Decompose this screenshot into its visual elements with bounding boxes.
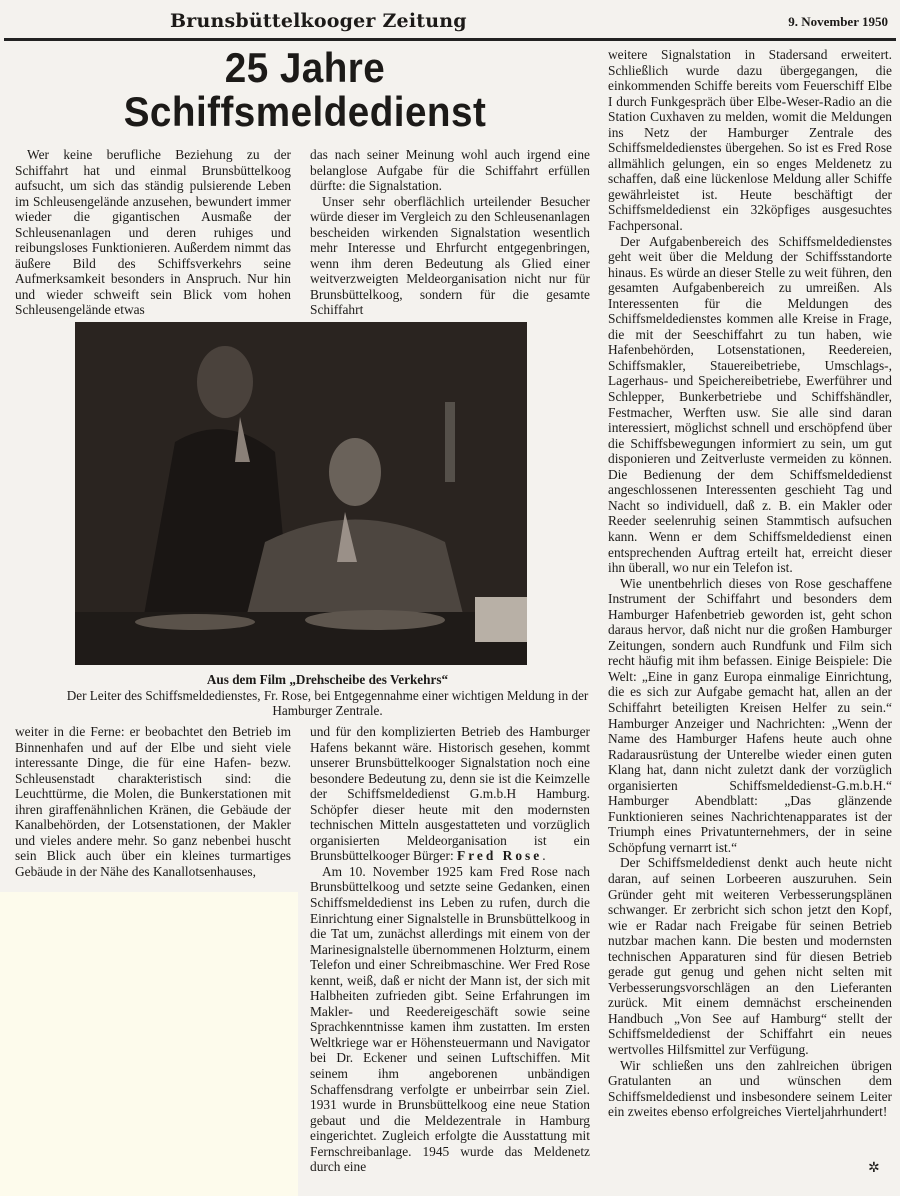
photo-caption [60,672,595,719]
photo-image [75,322,527,665]
sentence-end: . [542,848,546,864]
end-mark-icon: ✲ [868,1160,880,1176]
column-2-top [310,147,590,318]
masthead [0,8,900,36]
column-2-bottom [310,724,590,1175]
issue-date: 9. November 1950 [788,14,888,29]
paragraph: Wer keine berufliche Beziehung zu der Schiffahrt hat und einmal Brunsbüttelkoog aufsucht, um sich das ständig pulsierende Leben im Schleusengelände anzusehen, bewundert immer wieder die gigantischen Ausmaße der Schleusenanlagen und deren ruhiges und reibungsloses Funktionieren. Außerdem nimmt das äußere Bild des Schiffsverkehrs seine Aufmerksamkeit besonders in Anspruch. Nur hin und wieder schweift sein Blick vom hohen Schleusengelände etwas [15,147,291,318]
article-headline [43,46,567,134]
article-photo [75,322,527,665]
paragraph: Wie unentbehrlich dieses von Rose geschaffene Instrument der Schiffahrt und besonders dem Hamburger Hafenbetrieb geworden ist, geht schon daraus hervor, daß nicht nur die großen Hamburger Zeitungen, sondern auch Rundfunk und Film sich recht häufig mit ihm befassen. Einige Beispiele: Die Welt: „Eine in ganz Europa einmalige Einrichtung, die es sich zur Aufgabe gemacht hat, allen an der Schiffahrt beteiligten Kreisen Helfer zu sein.“ Hamburger Anzeiger und Nachrichten: „Wenn der Name des Hamburger Hafens heute auch ohne Radarausrüstung der Unterelbe wieder einen guten Klang hat, dann nicht zuletzt dank der vorzüglich organisierten Schiffsmeldedienst-G.m.b.H.“ Hamburger Abendblatt: „Das glänzende Funktionieren seines Nachrichtenapparates ist der Triumph eines Privatunternehmers, der in seine Schöpfung vernarrt ist.“ [608,575,892,855]
column-1-top [15,147,291,318]
paragraph-text: und für den komplizierten Betrieb des Hamburger Hafens bekannt wäre. Historisch gesehen, kommt unserer Brunsbüttelkooger Signalstation noch eine besondere Bedeutung zu, denn sie ist die Keimzelle der Schiffsmeldedienst G.m.b.H Hamburg. Schöpfer dieser heute mit den modernsten technischen Mitteln ausgestatteten und vorzüglich organisierten Meldeorganisation ist ein Brunsbüttelkooger Bürger: [310,724,590,864]
newspaper-name: Brunsbüttelkooger Zeitung [170,10,467,32]
column-3 [608,47,892,1120]
headline-line-1: 25 Jahre [224,44,386,91]
headline-line-2: Schiffsmeldedienst [123,88,487,135]
column-1-bottom [15,724,291,879]
paragraph: weitere Signalstation in Stadersand erweitert. Schließlich wurde dazu übergegangen, die einkommenden Schiffe bereits vom Feuerschiff Elbe I durch Funkgespräch über Elbe-Weser-Radio an die Station Cuxhaven zu melden, womit die Meldungen ins Netz der Hamburger Zentrale des Schiffsmeldedienstes übergehen. So ist es Fred Rose allmählich gelungen, ein so enges Meldenetz zu schaffen, daß eine lückenlose Meldung aller Schiffe gewährleistet ist. Heute beschäftigt der Schiffsmeldedienst ein 32köpfiges ausgesuchtes Fachpersonal. [608,47,892,234]
paragraph: Am 10. November 1925 kam Fred Rose nach Brunsbüttelkoog und setzte seine Gedanken, einen Schiffsmeldedienst ins Leben zu rufen, durch die Einrichtung einer Signalstelle in Brunsbüttelkoog in die Tat um, zunächst allerdings mit einem von der Marinesignalstelle übernommenen Holzturm, einem Telefon und einer Schreibmaschine. Wer Fred Rose kennt, weiß, daß er nicht der Mann ist, der sich mit Halbheiten zufrieden gibt. Seine Erfahrungen im Makler- und Reedereigeschäft sowie seine Sprachkenntnisse kamen ihm zustatten. Im ersten Weltkriege war er Höhensteuermann und Navigator bei Dr. Eckener und seinen Luftschiffen. Mit seinem ihm angeborenen unbändigen Schaffensdrang verfolgte er unbeirrbar sein Ziel. 1931 wurde in Brunsbüttelkoog eine neue Station gebaut und die Meldezentrale in Hamburg eingerichtet. Zugleich erfolgte die Ausstattung mit Fernschreibanlage. 1945 wurde das Meldenetz durch eine [310,863,590,1175]
paragraph [310,724,590,864]
paragraph: Unser sehr oberflächlich urteilender Besucher würde dieser im Vergleich zu den Schleusenanlagen bescheiden wirkenden Signalstation wesentlich mehr Interesse und Ehrfurcht entgegenbringen, wenn ihm deren Bedeutung als Glied einer weitverzweigten Meldeorganisation nicht nur für Brunsbüttelkoog, sondern für die gesamte Schiffahrt [310,193,590,318]
blank-area [0,892,298,1196]
paragraph: Der Schiffsmeldedienst denkt auch heute nicht daran, auf seinen Lorbeeren auszuruhen. Sein Gründer geht mit weiteren Verbesserungsplänen schwanger. Er zerbricht sich schon jetzt den Kopf, wie er Radar nach Freigabe für seinen Betrieb nutzbar machen kann. Die besten und modernsten technischen Apparaturen sind für diesen Betrieb gerade gut genug und gehen nicht selten mit Verbesserungsvorschlägen an den Lieferanten zurück. Mit einem demnächst erscheinenden Handbuch „Von See auf Hamburg“ stellt der Schiffsmeldedienst der Schiffahrt ein neues wertvolles Hilfsmittel zur Verfügung. [608,855,892,1057]
masthead-rule [4,38,896,41]
paragraph: weiter in die Ferne: er beobachtet den Betrieb im Binnenhafen und auf der Elbe und sieht viele interessante Dinge, die für eine Hafen- bezw. Schleusenstadt charakteristisch sind: die Leuchttürme, die Molen, die Bunkerstationen mit ihren giraffenähnlichen Kränen, die Gebäude der Kanalbehörden, der Lotsenstationen, der Makler und vieles andere mehr. So ganz nebenbei huscht sein Blick auch über ein kleines turmartiges Gebäude in der Nähe des Kanallotsenhauses, [15,724,291,879]
caption-title: Aus dem Film „Drehscheibe des Verkehrs“ [206,672,449,687]
paragraph: Der Aufgabenbereich des Schiffsmeldedienstes geht weit über die Meldung der Schiffsstandorte hinaus. Es würde an dieser Stelle zu weit führen, den gesamten Aufgabenbereich zu umreißen. Als Interessenten für die Meldungen des Schiffsmeldedienstes kommen alle Kreise in Frage, die mit der Seeschiffahrt zu tun haben, wie Hafenbehörden, Lotsenstationen, Reedereien, Schiffsmakler, Stauereibetriebe, Umschlags-, Lagerhaus- und Speichereibetriebe, Ewerführer und Schlepper, Bunkerbetriebe und Schiffshändler, Festmacher, Werften usw. Sie alle sind daran interessiert, möglichst schnell und erschöpfend über die Schiffsbewegungen informiert zu sein, um gut disponieren und Zeitverluste vermeiden zu können. Die Bedienung der dem Schiffsmeldedienst angeschlossenen Interessenten geschieht Tag und Nacht so individuell, daß z. B. ein Makler oder Reeder seelenruhig seinen Stammtisch aufsuchen kann. Wenn er dem Schiffsmeldedienst einen entsprechenden Auftrag erteilt hat, erreicht dieser ihn überall, wo nur ein Telefon ist. [608,233,892,576]
caption-text: Der Leiter des Schiffsmeldedienstes, Fr. Rose, bei Entgegennahme einer wichtigen Meldung in der Hamburger Zentrale. [66,687,589,718]
founder-name: Fred Rose [457,848,543,864]
paragraph: Wir schließen uns den zahlreichen übrigen Gratulanten an und wünschen dem Schiffsmeldedienst und insbesondere seinem Leiter ein zweites ebenso erfolgreiches Vierteljahrhundert! [608,1057,892,1120]
paragraph: das nach seiner Meinung wohl auch irgend eine belanglose Aufgabe für die Schiffahrt erfüllen dürfte: die Signalstation. [310,147,590,194]
